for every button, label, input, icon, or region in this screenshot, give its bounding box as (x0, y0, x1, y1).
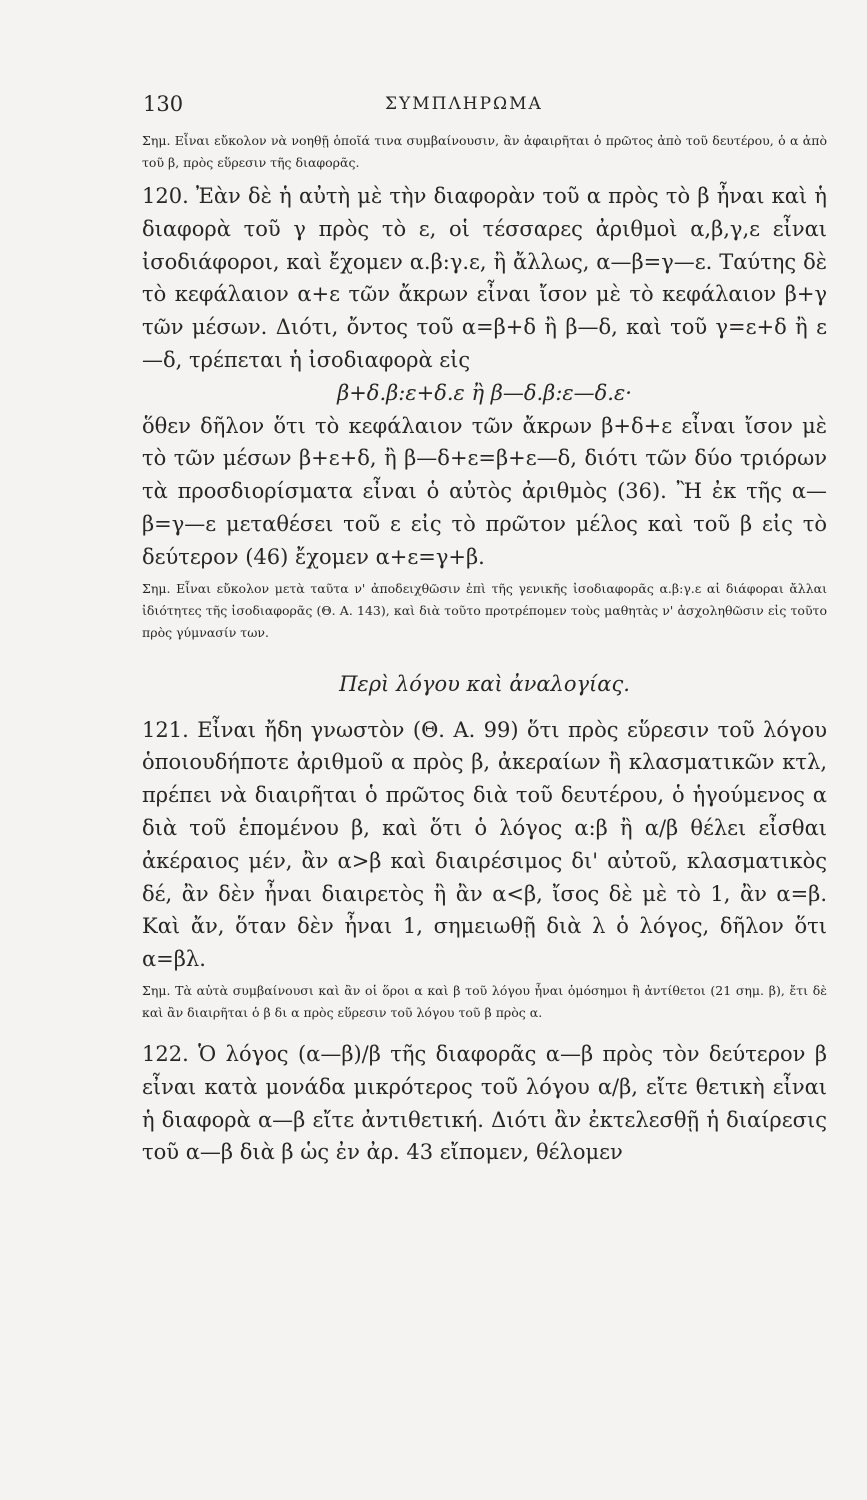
footnote-2: Σημ. Εἶναι εὔκολον μετὰ ταῦτα ν' ἀποδειχθῶσιν ἐπὶ τῆς γενικῆς ἰσοδιαφορᾶς α.β:γ.ε αἱ διάφοραι ἄλλαι ἰδιότητες τῆς ἰσοδιαφορᾶς (Θ. Α. 143), καὶ διὰ τοῦτο προτρέπομεν τοὺς μαθητὰς ν' ἀσχοληθῶσιν εἰς τοῦτο πρὸς γύμνασίν των. (142, 580, 827, 640)
paragraph-120: 120. Ἐὰν δὲ ἡ αὐτὴ μὲ τὴν διαφορὰν τοῦ α πρὸς τὸ β ἦναι καὶ ἡ διαφορὰ τοῦ γ πρὸς τὸ ε, οἱ τέσσαρες ἀριθμοὶ α,β,γ,ε εἶναι ἰσοδιάφοροι, καὶ ἔχομεν α.β:γ.ε, ἢ ἄλλως, α—β=γ—ε. Ταύτης δὲ τὸ κεφάλαιον α+ε τῶν ἄκρων εἶναι ἴσον μὲ τὸ κεφάλαιον β+γ τῶν μέσων. Διότι, ὄντος τοῦ α=β+δ ἢ β—δ, καὶ τοῦ γ=ε+δ ἢ ε—δ, τρέπεται ἡ ἰσοδιαφορὰ εἰς (142, 184, 827, 372)
running-head: ΣΥΜΠΛΗΡΩΜΑ (385, 94, 543, 114)
paragraph-120-continued: ὅθεν δῆλον ὅτι τὸ κεφάλαιον τῶν ἄκρων β+δ+ε εἶναι ἴσον μὲ τὸ τῶν μέσων β+ε+δ, ἢ β—δ+ε=β+ε—δ, διότι τῶν δύο τριόρων τὰ προσδιορίσματα εἶναι ὁ αὐτὸς ἀριθμὸς (36). Ἢ ἐκ τῆς α—β=γ—ε μεταθέσει τοῦ ε εἰς τὸ πρῶτον μέλος καὶ τοῦ β εἰς τὸ δεύτερον (46) ἔχομεν α+ε=γ+β. (142, 413, 827, 569)
page-header (0, 92, 867, 122)
page-content (142, 126, 827, 1169)
paragraph-121: 121. Εἶναι ἤδη γνωστὸν (Θ. Α. 99) ὅτι πρὸς εὕρεσιν τοῦ λόγου ὁποιουδήποτε ἀριθμοῦ α πρὸς β, ἀκεραίων ἢ κλασματικῶν κτλ, πρέπει νὰ διαιρῆται ὁ πρῶτος διὰ τοῦ δευτέρου, ὁ ἡγούμενος α διὰ τοῦ ἑπομένου β, καὶ ὅτι ὁ λόγος α:β ἢ α/β θέλει εἶσθαι ἀκέραιος μέν, ἂν α>β καὶ διαιρέσιμος δι' αὐτοῦ, κλασματικὸς δέ, ἂν δὲν ἦναι διαιρετὸς ἢ ἂν α<β, ἴσος δὲ μὲ τὸ 1, ἂν α=β. Καὶ ἄν, ὅταν δὲν ἦναι 1, σημειωθῇ διὰ λ ὁ λόγος, δῆλον ὅτι α=βλ. (142, 717, 827, 972)
spacer (142, 1030, 827, 1038)
paragraph-122: 122. Ὁ λόγος (α—β)/β τῆς διαφορᾶς α—β πρὸς τὸν δεύτερον β εἶναι κατὰ μονάδα μικρότερος τοῦ λόγου α/β, εἴτε θετικὴ εἶναι ἡ διαφορὰ α—β εἴτε ἀντιθετική. Διότι ἂν ἐκτελεσθῇ ἡ διαίρεσις τοῦ α—β διὰ β ὡς ἐν ἀρ. 43 εἴπομεν, θέλομεν (142, 1041, 827, 1165)
footnote-3: Σημ. Τὰ αὐτὰ συμβαίνουσι καὶ ἂν οἱ ὅροι α καὶ β τοῦ λόγου ἦναι ὁμόσημοι ἢ ἀντίθετοι (21 σημ. β), ἔτι δὲ καὶ ἂν διαιρῆται ὁ β δι α πρὸς εὕρεσιν τοῦ λόγου τοῦ β πρὸς α. (142, 982, 827, 1020)
section-heading: Περὶ λόγου καὶ ἀναλογίας. (339, 671, 630, 696)
page-number: 130 (143, 92, 184, 116)
footnote-1: Σημ. Εἶναι εὔκολον νὰ νοηθῇ ὁποῖά τινα συμβαίνουσιν, ἂν ἀφαιρῆται ὁ πρῶτος ἀπὸ τοῦ δευτέρου, ὁ α ἀπὸ τοῦ β, πρὸς εὕρεσιν τῆς διαφορᾶς. (142, 133, 827, 170)
display-equation-120: β+δ.β:ε+δ.ε ἢ β—δ.β:ε—δ.ε· (337, 380, 632, 405)
